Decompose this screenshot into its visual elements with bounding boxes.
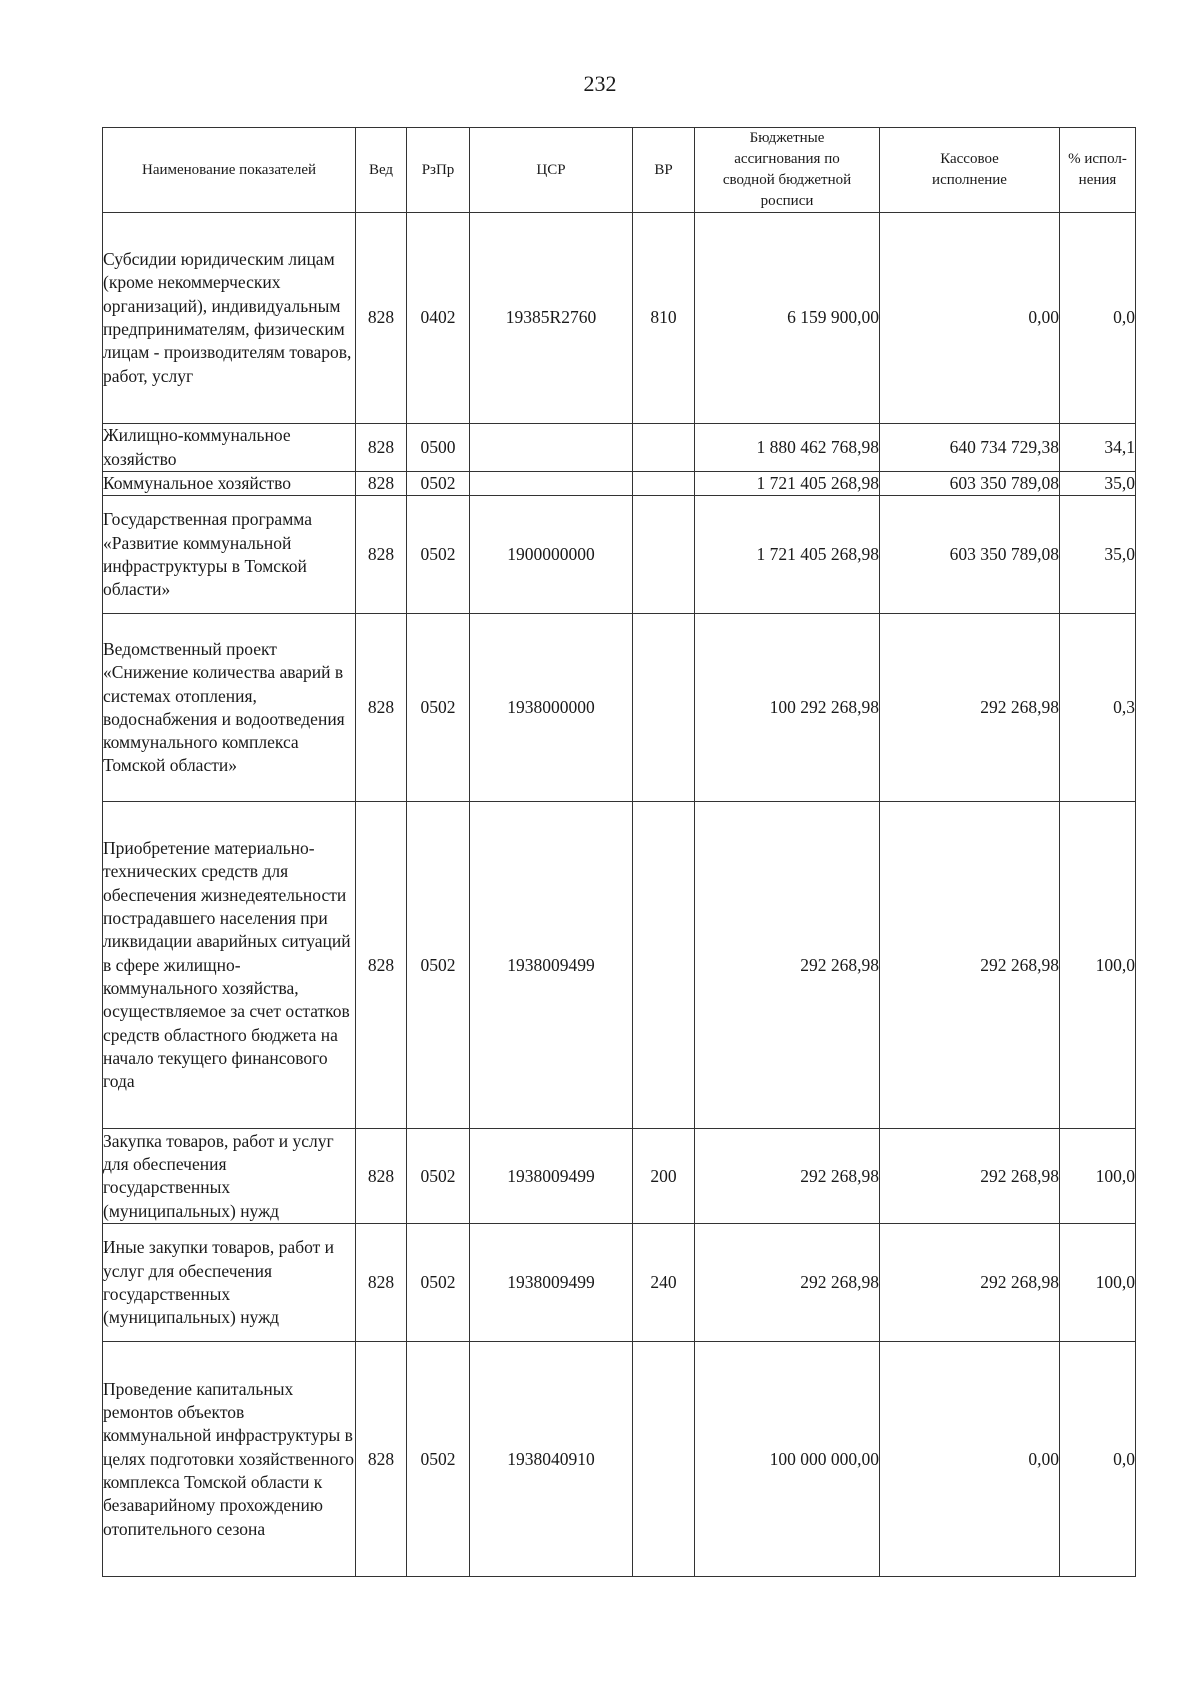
header-vr: ВР — [633, 128, 695, 213]
row-rzpr: 0502 — [407, 1342, 470, 1577]
row-assigned: 292 268,98 — [695, 802, 880, 1129]
row-executed: 0,00 — [880, 213, 1060, 424]
header-assigned: Бюджетные ассигнования по сводной бюджетной росписи — [695, 128, 880, 213]
row-assigned: 1 721 405 268,98 — [695, 472, 880, 496]
row-executed: 292 268,98 — [880, 1129, 1060, 1224]
row-name: Проведение капитальных ремонтов объектов коммунальной инфраструктуры в целях подготовки хозяйственного комплекса Томской области к безаварийному прохождению отопительного сезона — [103, 1342, 356, 1577]
row-name: Ведомственный проект «Снижение количества аварий в системах отопления, водоснабжения и водоотведения коммунального комплекса Томской области» — [103, 614, 356, 802]
row-percent: 100,0 — [1060, 1129, 1136, 1224]
row-name: Коммунальное хозяйство — [103, 472, 356, 496]
row-name: Государственная программа «Развитие коммунальной инфраструктуры в Томской области» — [103, 496, 356, 614]
row-executed: 292 268,98 — [880, 1224, 1060, 1342]
row-vr — [633, 496, 695, 614]
budget-execution-table — [102, 127, 1136, 1577]
row-name: Приобретение материально-технических средств для обеспечения жизнедеятельности пострадавшего населения при ликвидации аварийных ситуаций в сфере жилищно-коммунального хозяйства, осуществляемое за счет остатков средств областного бюджета на начало текущего финансового года — [103, 802, 356, 1129]
row-percent: 0,3 — [1060, 614, 1136, 802]
row-ved: 828 — [356, 472, 407, 496]
row-assigned: 292 268,98 — [695, 1129, 880, 1224]
header-ved: Вед — [356, 128, 407, 213]
row-rzpr: 0502 — [407, 614, 470, 802]
table-row — [103, 1224, 1136, 1342]
header-executed: Кассовое исполнение — [880, 128, 1060, 213]
row-assigned: 1 880 462 768,98 — [695, 424, 880, 472]
row-csr: 1938009499 — [470, 802, 633, 1129]
row-vr — [633, 1342, 695, 1577]
row-ved: 828 — [356, 424, 407, 472]
row-ved: 828 — [356, 496, 407, 614]
row-rzpr: 0502 — [407, 496, 470, 614]
row-percent: 35,0 — [1060, 472, 1136, 496]
row-vr — [633, 614, 695, 802]
header-percent: % испол-нения — [1060, 128, 1136, 213]
header-rzpr: РзПр — [407, 128, 470, 213]
row-executed: 603 350 789,08 — [880, 472, 1060, 496]
table-row — [103, 424, 1136, 472]
row-csr: 1938000000 — [470, 614, 633, 802]
table-row — [103, 1342, 1136, 1577]
row-ved: 828 — [356, 1224, 407, 1342]
row-rzpr: 0502 — [407, 472, 470, 496]
table-row — [103, 802, 1136, 1129]
row-name: Закупка товаров, работ и услуг для обеспечения государственных (муниципальных) нужд — [103, 1129, 356, 1224]
row-percent: 35,0 — [1060, 496, 1136, 614]
table-header-row — [103, 128, 1136, 213]
row-name: Жилищно-коммунальное хозяйство — [103, 424, 356, 472]
table-row — [103, 1129, 1136, 1224]
row-ved: 828 — [356, 213, 407, 424]
header-name: Наименование показателей — [103, 128, 356, 213]
row-rzpr: 0402 — [407, 213, 470, 424]
row-vr — [633, 424, 695, 472]
row-ved: 828 — [356, 614, 407, 802]
row-vr — [633, 802, 695, 1129]
row-rzpr: 0500 — [407, 424, 470, 472]
row-assigned: 6 159 900,00 — [695, 213, 880, 424]
row-vr: 200 — [633, 1129, 695, 1224]
row-percent: 100,0 — [1060, 802, 1136, 1129]
table-row — [103, 614, 1136, 802]
table-row — [103, 213, 1136, 424]
row-percent: 100,0 — [1060, 1224, 1136, 1342]
row-rzpr: 0502 — [407, 802, 470, 1129]
row-percent: 34,1 — [1060, 424, 1136, 472]
row-ved: 828 — [356, 1342, 407, 1577]
row-vr — [633, 472, 695, 496]
row-name: Иные закупки товаров, работ и услуг для обеспечения государственных (муниципальных) нужд — [103, 1224, 356, 1342]
row-csr: 1938009499 — [470, 1129, 633, 1224]
row-csr: 19385R2760 — [470, 213, 633, 424]
row-executed: 292 268,98 — [880, 614, 1060, 802]
page-number: 232 — [583, 71, 617, 96]
row-csr — [470, 424, 633, 472]
row-csr: 1900000000 — [470, 496, 633, 614]
row-csr — [470, 472, 633, 496]
table-row — [103, 496, 1136, 614]
row-rzpr: 0502 — [407, 1129, 470, 1224]
table-row — [103, 472, 1136, 496]
row-assigned: 1 721 405 268,98 — [695, 496, 880, 614]
row-assigned: 292 268,98 — [695, 1224, 880, 1342]
row-percent: 0,0 — [1060, 1342, 1136, 1577]
row-vr: 240 — [633, 1224, 695, 1342]
row-assigned: 100 292 268,98 — [695, 614, 880, 802]
header-csr: ЦСР — [470, 128, 633, 213]
row-ved: 828 — [356, 1129, 407, 1224]
row-percent: 0,0 — [1060, 213, 1136, 424]
row-executed: 292 268,98 — [880, 802, 1060, 1129]
row-executed: 603 350 789,08 — [880, 496, 1060, 614]
row-executed: 0,00 — [880, 1342, 1060, 1577]
row-name: Субсидии юридическим лицам (кроме некоммерческих организаций), индивидуальным предпринимателям, физическим лицам - производителям товаров, работ, услуг — [103, 213, 356, 424]
row-ved: 828 — [356, 802, 407, 1129]
row-rzpr: 0502 — [407, 1224, 470, 1342]
row-vr: 810 — [633, 213, 695, 424]
row-assigned: 100 000 000,00 — [695, 1342, 880, 1577]
row-csr: 1938040910 — [470, 1342, 633, 1577]
row-executed: 640 734 729,38 — [880, 424, 1060, 472]
row-csr: 1938009499 — [470, 1224, 633, 1342]
